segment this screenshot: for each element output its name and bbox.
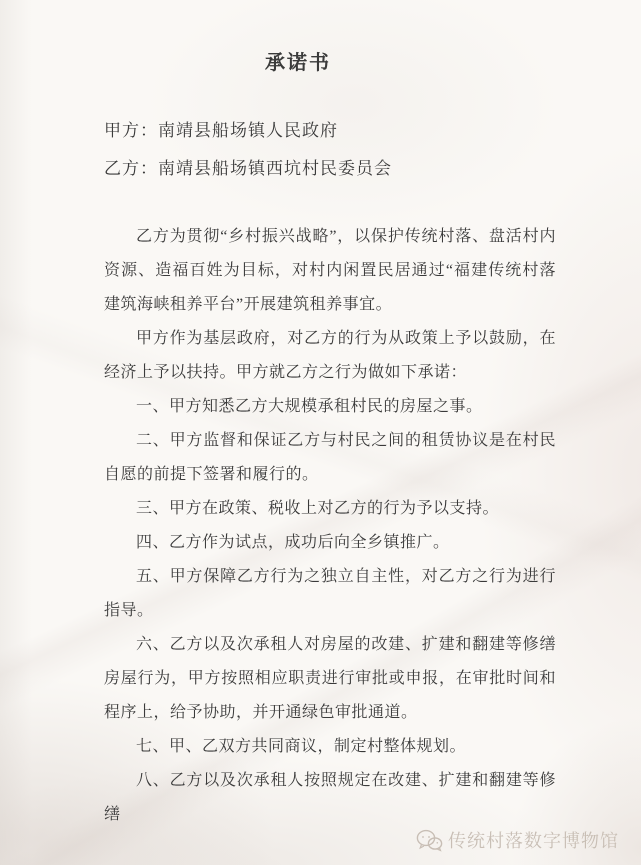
paragraph: 八、乙方以及次承租人按照规定在改建、扩建和翻建等修缮 [104,772,556,823]
paragraph: 六、乙方以及次承租人对房屋的改建、扩建和翻建等修缮房屋行为，甲方按照相应职责进行审批或申报，在审批时间和程序上，给予协助，并开通绿色审批通道。 [104,636,556,721]
paragraph: 乙方为贯彻“乡村振兴战略”，以保护传统村落、盘活村内资源、造福百姓为目标，对村内闲置民居通过“福建传统村落建筑海峡租养平台”开展建筑租养事宜。 [104,228,556,313]
paragraph: 甲方作为基层政府，对乙方的行为从政策上予以鼓励，在经济上予以扶持。甲方就乙方之行为做如下承诺： [104,330,556,381]
party-line: 乙方：南靖县船场镇西坑村民委员会 [104,159,392,178]
paragraph: 七、甲、乙双方共同商议，制定村整体规划。 [136,738,467,755]
document-body [104,220,556,832]
parties-block [104,112,641,188]
watermark-text: 传统村落数字博物馆 [448,831,619,851]
paragraph: 五、甲方保障乙方行为之独立自主性，对乙方之行为进行指导。 [104,568,556,619]
wechat-icon [416,829,443,852]
watermark [416,827,619,853]
paragraph: 一、甲方知悉乙方大规模承租村民的房屋之事。 [136,398,483,415]
document-title: 承诺书 [265,52,331,74]
party-line: 甲方：南靖县船场镇人民政府 [104,121,338,140]
paragraph: 二、甲方监督和保证乙方与村民之间的租赁协议是在村民自愿的前提下签署和履行的。 [104,432,556,483]
paragraph: 四、乙方作为试点，成功后向全乡镇推广。 [136,534,450,551]
paragraph: 三、甲方在政策、税收上对乙方的行为予以支持。 [136,500,500,517]
